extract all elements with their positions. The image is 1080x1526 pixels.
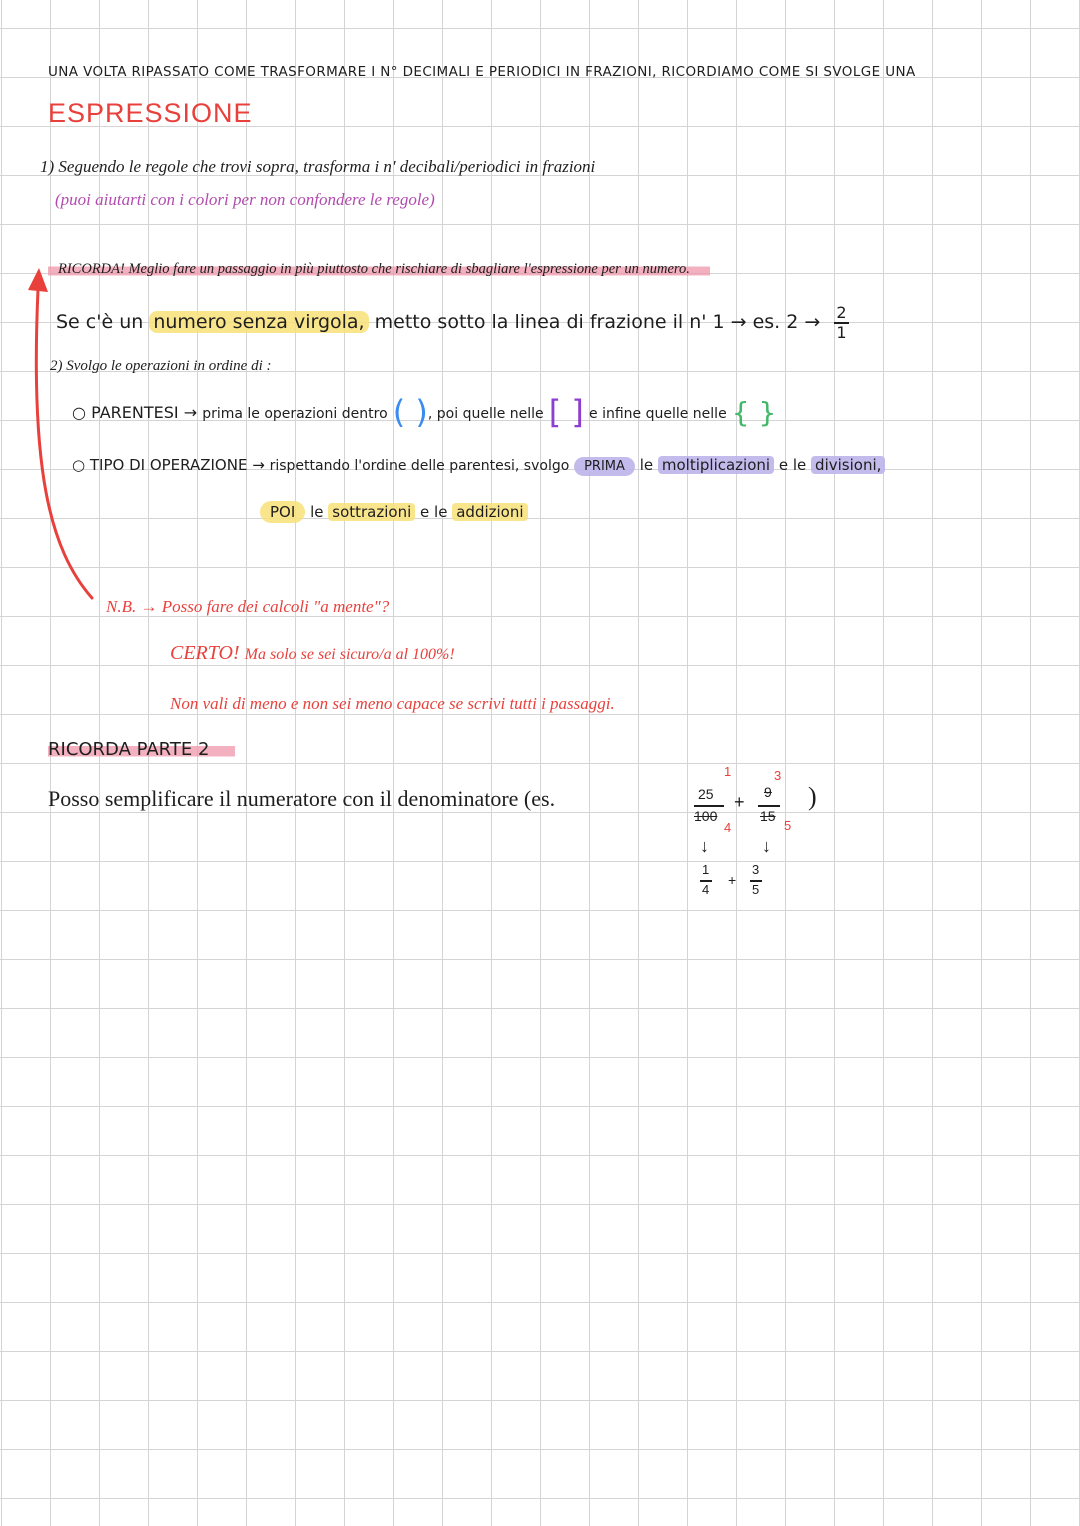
example-numerator-2: 9	[764, 784, 772, 800]
color-hint: (puoi aiutarti con i colori per non confondere le regole)	[55, 190, 435, 209]
example-numerator-1: 25	[698, 786, 714, 802]
result-numerator-1: 1	[702, 862, 710, 877]
rule2-close-paren: )	[808, 782, 817, 811]
parentesi-label: PARENTESI	[91, 403, 179, 422]
rule1-pre: Se c'è un	[56, 311, 144, 334]
square-brackets-icon: [ ]	[548, 393, 584, 431]
fraction-numerator: 2	[836, 303, 847, 322]
ricorda-note	[48, 259, 710, 280]
step-1: 1) Seguendo le regole che trovi sopra, trasforma i n' decibali/periodici in frazioni	[40, 157, 596, 176]
poi-badge: POI	[260, 501, 305, 523]
poi-text-1: le	[310, 503, 324, 521]
addizioni-highlight: addizioni	[452, 503, 527, 521]
fraction-example	[834, 304, 848, 341]
poi-line	[260, 503, 528, 521]
rule1-post: metto sotto la linea di frazione il n' 1 → es. 2 →	[374, 311, 821, 334]
simplified-den-1: 4	[724, 820, 732, 835]
tipo-text-1: rispettando l'ordine delle parentesi, svolgo	[269, 458, 570, 474]
curly-brackets-icon: { }	[731, 396, 777, 429]
example-denominator-2: 15	[760, 808, 776, 824]
certo-word: CERTO!	[170, 642, 240, 664]
divisioni-highlight: divisioni,	[811, 456, 885, 474]
bullet-circle-icon: ○	[72, 456, 86, 474]
rule-integer	[56, 304, 849, 341]
encouragement-text: Non vali di meno e non sei meno capace se scrivi tutti i passaggi.	[170, 694, 615, 713]
result-denominator-1: 4	[702, 882, 710, 897]
nb-question: N.B. → Posso fare dei calcoli "a mente"?	[106, 597, 390, 616]
sottrazioni-highlight: sottrazioni	[328, 503, 415, 521]
simplified-num-2: 3	[774, 768, 782, 783]
step-2: 2) Svolgo le operazioni in ordine di :	[50, 358, 272, 374]
tipo-label: TIPO DI OPERAZIONE	[89, 456, 248, 474]
result-plus: +	[728, 872, 737, 888]
parentesi-text-2: , poi quelle nelle	[427, 406, 544, 422]
round-brackets-icon: ( )	[392, 393, 428, 431]
bullet-tipo-operazione	[72, 456, 885, 474]
rule1-highlight: numero senza virgola,	[149, 311, 368, 333]
bullet-parentesi	[72, 393, 777, 431]
tipo-text-3: e le	[778, 456, 807, 474]
example-plus: +	[734, 792, 745, 812]
ricorda-text: Meglio fare un passaggio in più piuttosto che rischiare di sbagliare l'espressione per un numero.	[128, 261, 690, 277]
fraction-line	[694, 805, 724, 807]
parentesi-text-3: e infine quelle nelle	[589, 406, 727, 422]
certo-answer	[170, 642, 455, 665]
fraction-line	[758, 805, 780, 807]
page-title: ESPRESSIONE	[48, 98, 253, 128]
result-numerator-2: 3	[752, 862, 760, 877]
bullet-circle-icon: ○	[72, 403, 86, 422]
arrow-icon: →	[252, 456, 265, 474]
tipo-text-2: le	[639, 456, 654, 474]
parentesi-text-1: prima le operazioni dentro	[202, 406, 388, 422]
intro-text: UNA VOLTA RIPASSATO COME TRASFORMARE I N° DECIMALI E PERIODICI IN FRAZIONI, RICORDIAMO COME SI SVOLGE UNA	[48, 64, 916, 80]
ricorda-parte-2: RICORDA PARTE 2	[48, 737, 235, 762]
prima-badge: PRIMA	[574, 457, 635, 476]
certo-text: Ma solo se sei sicuro/a al 100%!	[244, 646, 455, 663]
ricorda-label: RICORDA!	[58, 261, 125, 277]
example-denominator-1: 100	[694, 808, 718, 824]
result-denominator-2: 5	[752, 882, 760, 897]
down-arrow-icon: ↓	[762, 836, 771, 856]
moltiplicazioni-highlight: moltiplicazioni	[658, 456, 774, 474]
simplified-den-2: 5	[784, 818, 792, 833]
fraction-denominator: 1	[836, 322, 847, 342]
down-arrow-icon: ↓	[700, 836, 709, 856]
rule2-text: Posso semplificare il numeratore con il denominatore (es.	[48, 786, 556, 811]
poi-text-2: e le	[420, 503, 448, 521]
simplification-example	[690, 764, 830, 910]
simplified-num-1: 1	[724, 764, 732, 779]
arrow-icon: →	[183, 403, 198, 422]
rule-simplify	[48, 786, 555, 812]
